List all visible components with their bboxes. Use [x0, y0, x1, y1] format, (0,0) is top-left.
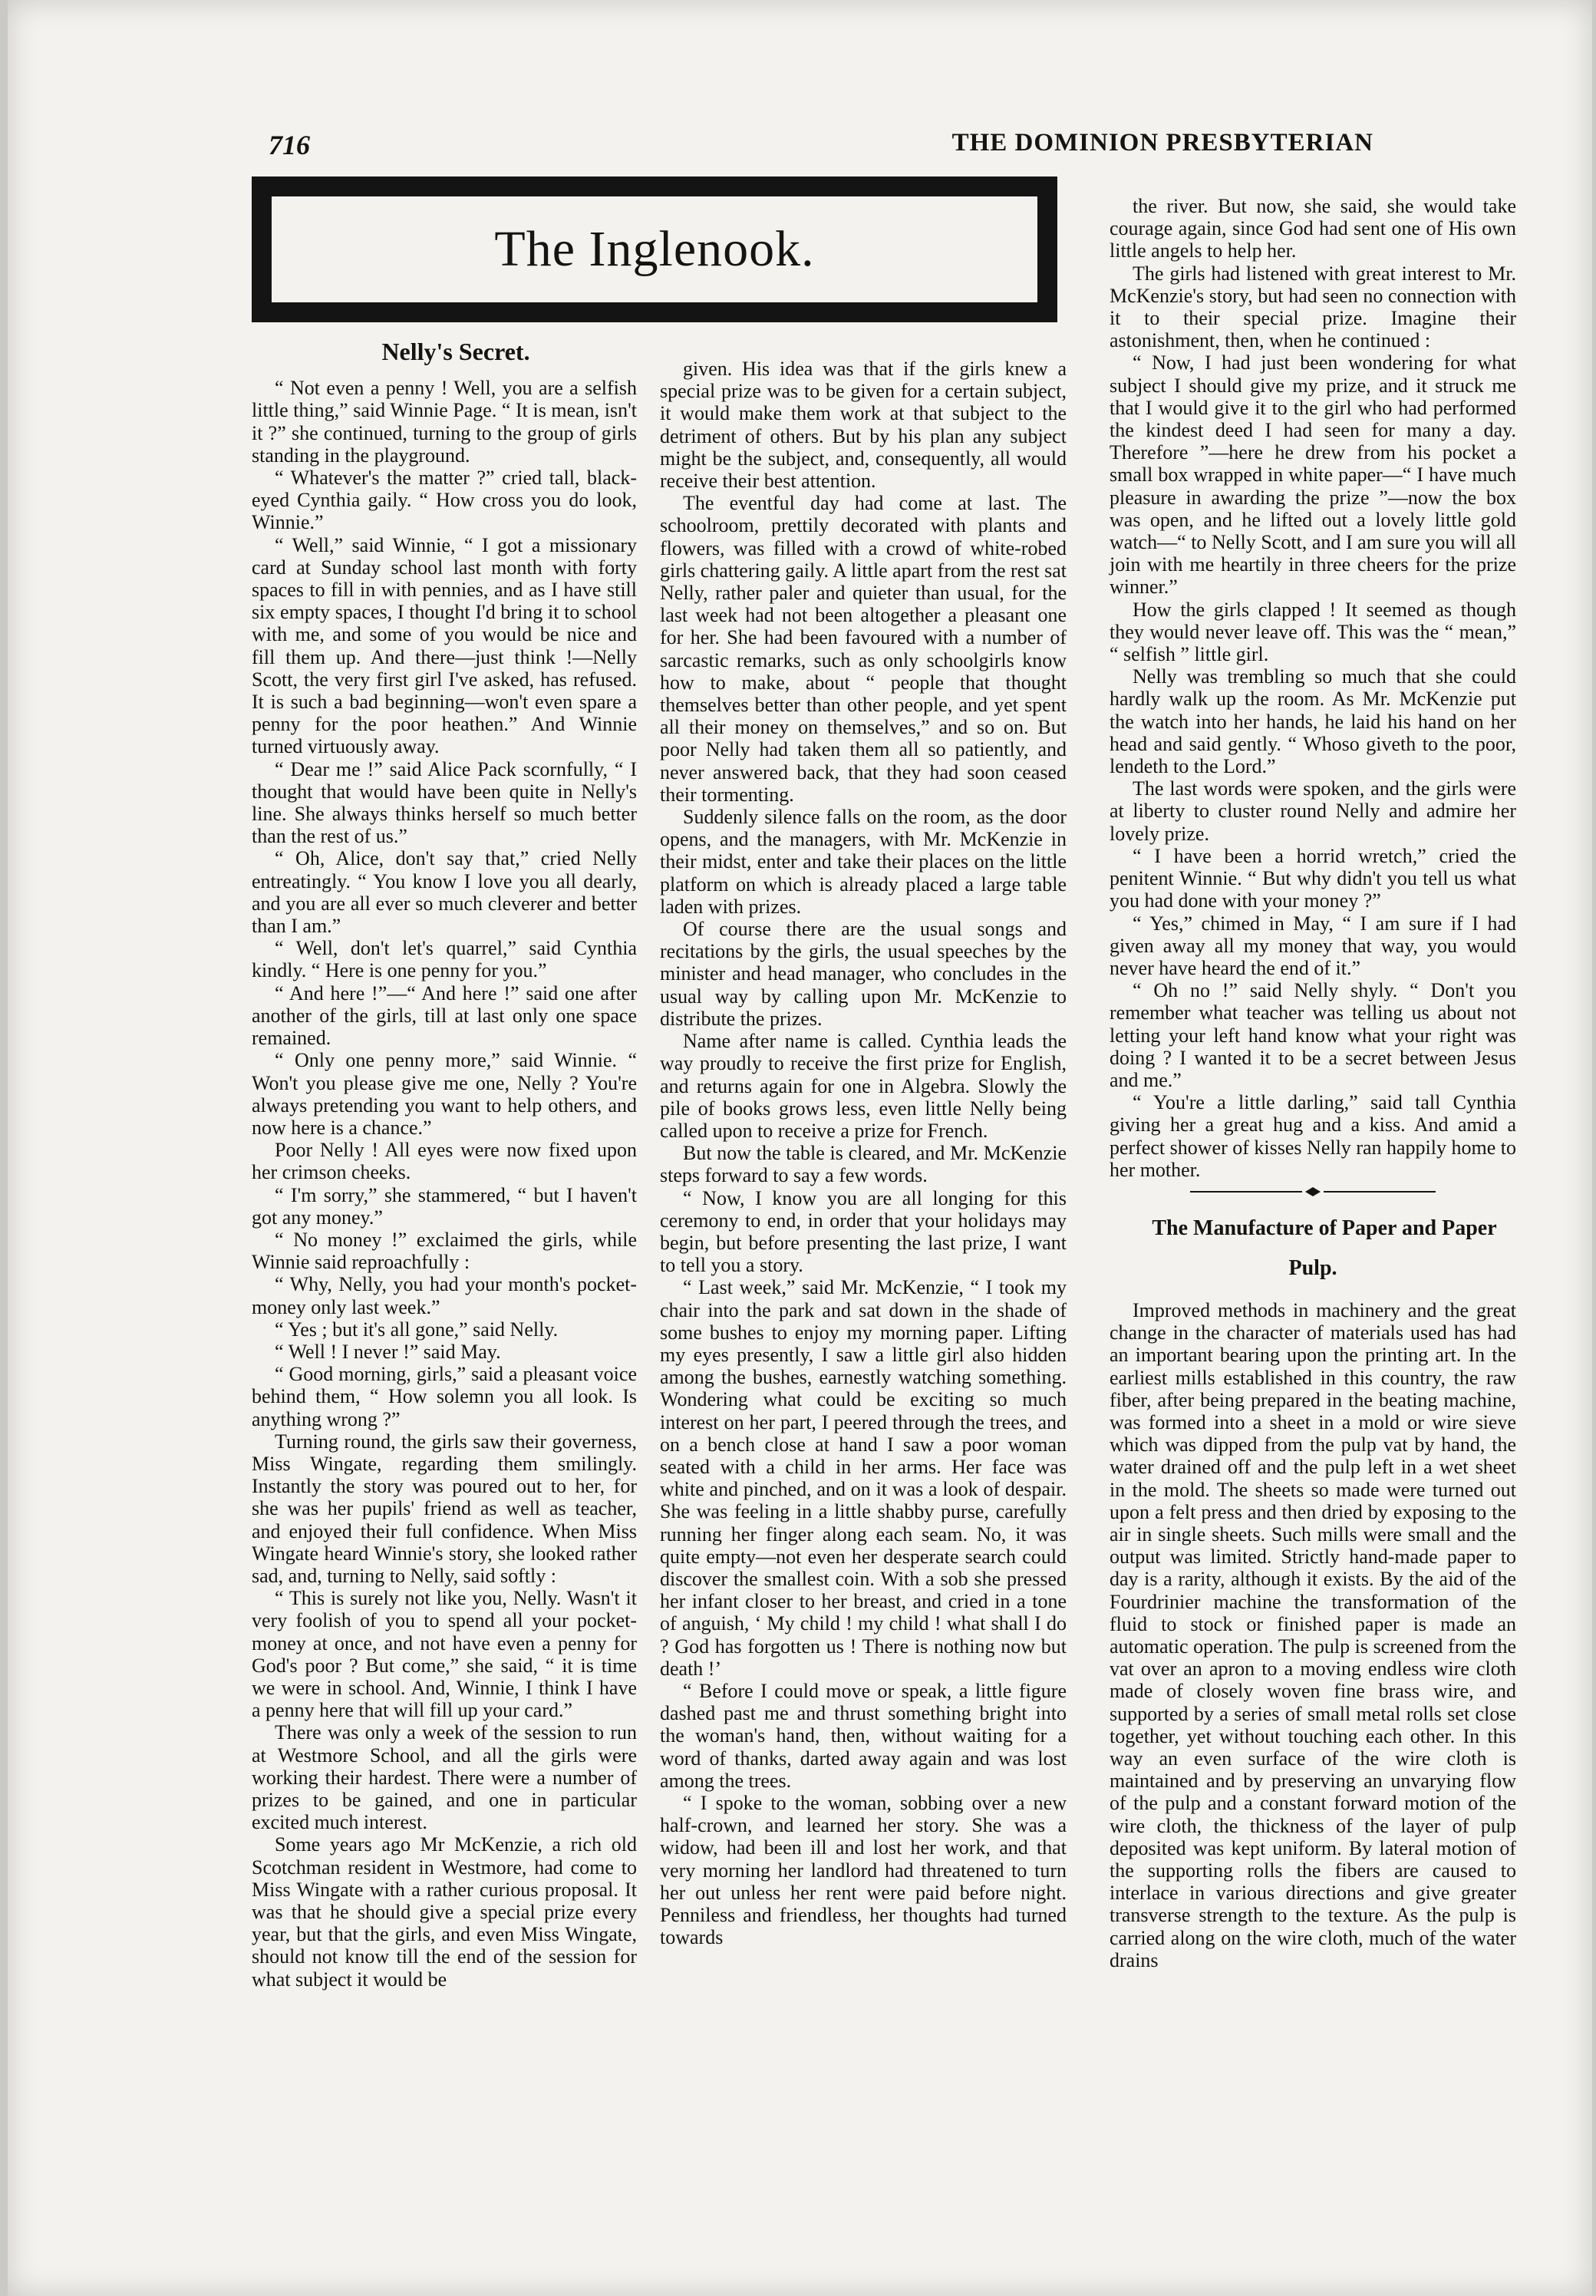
paragraph: The girls had listened with great interest to Mr. McKenzie's story, but had seen no connection with it to their special prize. Imagine their astonishment, then, when he continued :	[1110, 262, 1516, 352]
article-title-line-2: Pulp.	[1288, 1255, 1337, 1280]
banner-frame	[269, 193, 1040, 305]
article-title	[1110, 1209, 1516, 1288]
paragraph: “ Well ! I never !” said May.	[275, 1340, 501, 1363]
paragraph: There was only a week of the session to run at Westmore School, and all the girls were working their hardest. There were a number of prizes to be gained, and one in particular excited much interest.	[252, 1721, 637, 1834]
journal-title: THE DOMINION PRESBYTERIAN	[951, 129, 1373, 157]
column-1	[252, 338, 637, 1991]
paragraph: The last words were spoken, and the girls were at liberty to cluster round Nelly and admire her lovely prize.	[1110, 777, 1516, 845]
paragraph: How the girls clapped ! It seemed as though they would never leave off. This was the “ mean,” “ selfish ” little girl.	[1110, 598, 1516, 666]
paragraph: “ This is surely not like you, Nelly. Wasn't it very foolish of you to spend all your pocket-money at once, and not have even a penny for God's poor ? But come,” she said, “ it is time we were in school. And, Winnie, I think I have a penny here that will fill up your card.”	[252, 1587, 637, 1722]
paragraph: Nelly was trembling so much that she could hardly walk up the room. As Mr. McKenzie put the watch into her hands, he laid his hand on her head and said gently. “ Whoso giveth to the poor, lendeth to the Lord.”	[1110, 665, 1516, 778]
paragraph: given. His idea was that if the girls knew a special prize was to be given for a certain subject, it would make them work at that subject to the detriment of others. But by his plan any subject might be the subject, and, consequently, all would receive their best attention.	[660, 358, 1067, 493]
paragraph: “ Yes ; but it's all gone,” said Nelly.	[275, 1318, 559, 1341]
paragraph: Poor Nelly ! All eyes were now fixed upon her crimson cheeks.	[252, 1139, 637, 1184]
paragraph: “ Oh, Alice, don't say that,” cried Nelly entreatingly. “ You know I love you all dearly, and you are all ever so much cleverer and better than I am.”	[252, 847, 637, 938]
paragraph: But now the table is cleared, and Mr. McKenzie steps forward to say a few words.	[660, 1142, 1067, 1187]
paragraph: “ Now, I had just been wondering for what subject I should give my prize, and it struck me that I would give it to the girl who had performed the kindest deed I had seen for many a day. Therefore ”—here he drew from his pocket a small box wrapped in white paper—“ I have much pleasure in awarding the prize ”—now the box was open, and he lifted out a lovely little gold watch—“ to Nelly Scott, and I am sure you will all join with me heartily in three cheers for the prize winner.”	[1110, 351, 1516, 599]
paragraph: “ Last week,” said Mr. McKenzie, “ I took my chair into the park and sat down in the shade of some bushes to enjoy my morning paper. Lifting my eyes presently, I saw a little girl also hidden among the bushes, earnestly watching something. Wondering what could be exciting so much interest on her part, I peered through the trees, and on a bench close at hand I saw a poor woman seated with a child in her arms. Her face was white and pinched, and on it was a look of despair. She was feeling in a little shabby purse, carefully running her finger along each seam. No, it was quite empty—not even her desperate search could discover the smallest coin. With a sob she pressed her infant closer to her breast, and cried in a tone of anguish, ‘ My child ! my child ! what shall I do ? God has forgotten us ! There is nothing now but death !’	[660, 1276, 1067, 1680]
paragraph: The eventful day had come at last. The schoolroom, prettily decorated with plants and flowers, was filled with a crowd of white-robed girls chattering gaily. A little apart from the rest sat Nelly, rather paler and quieter than usual, for the last week had not been altogether a pleasant one for her. She had been favoured with a number of sarcastic remarks, such as only schoolgirls know how to make, about “ people that thought themselves better than other people, and yet spent all their money on themselves,” and so on. But poor Nelly had taken them all so patiently, and never answered back, that they had soon ceased their tormenting.	[660, 492, 1067, 806]
paragraph: “ Oh no !” said Nelly shyly. “ Don't you remember what teacher was telling us about not letting your left hand know what your right was doing ? I wanted it to be a secret between Jesus and me.”	[1110, 979, 1516, 1091]
paragraph: “ I spoke to the woman, sobbing over a new half-crown, and learned her story. She was a widow, had been ill and lost her work, and that very morning her landlord had threatened to turn her out unless her rent were paid before night. Penniless and friendless, her thoughts had turned towards	[660, 1792, 1067, 1949]
paragraph: “ Why, Nelly, you had your month's pocket-money only last week.”	[252, 1273, 637, 1318]
paragraph: Name after name is called. Cynthia leads the way proudly to receive the first prize for English, and returns again for one in Algebra. Slowly the pile of books grows less, even little Nelly being called upon to receive a prize for French.	[660, 1030, 1067, 1142]
paragraph: Of course there are the usual songs and recitations by the girls, the usual speeches by the minister and head manager, who concludes in the usual way by calling upon Mr. McKenzie to distribute the prizes.	[660, 918, 1067, 1030]
paragraph: “ You're a little darling,” said tall Cynthia giving her a great hug and a kiss. And amid a perfect shower of kisses Nelly ran happily home to her mother.	[1110, 1091, 1516, 1181]
paragraph: “ Well,” said Winnie, “ I got a missionary card at Sunday school last month with forty spaces to fill in with pennies, and as I have still six empty spaces, I thought I'd bring it to school with me, and some of you would be nice and fill them up. And there—just think !—Nelly Scott, the very first girl I've asked, has refused. It is such a bad beginning—won't even spare a penny for the poor heathen.” And Winnie turned virtuously away.	[252, 533, 637, 758]
column-2	[660, 358, 1067, 1948]
newspaper-page	[8, 0, 1592, 2296]
paragraph: “ Whatever's the matter ?” cried tall, black-eyed Cynthia gaily. “ How cross you do look, Winnie.”	[252, 467, 637, 534]
paragraph: “ Yes,” chimed in May, “ I am sure if I had given away all my money that way, you would never have heard the end of it.”	[1110, 912, 1516, 979]
paragraph: “ Dear me !” said Alice Pack scornfully, “ I thought that would have been quite in Nelly's line. She always thinks herself so much better than the rest of us.”	[252, 757, 637, 848]
column-3	[1110, 195, 1516, 1971]
paragraph: “ And here !”—“ And here !” said one after another of the girls, till at last only one space remained.	[252, 981, 637, 1050]
running-head	[253, 129, 1373, 167]
article-body	[1110, 1299, 1516, 1971]
paragraph: “ I'm sorry,” she stammered, “ but I haven't got any money.”	[252, 1183, 637, 1229]
paragraph: Suddenly silence falls on the room, as the door opens, and the managers, with Mr. McKenzie in their midst, enter and take their places on the little platform on which is already placed a large table laden with prizes.	[660, 806, 1067, 918]
paragraph: “ I have been a horrid wretch,” cried the penitent Winnie. “ But why didn't you tell us what you had done with your money ?”	[1110, 844, 1516, 912]
section-title: The Inglenook.	[494, 221, 815, 277]
article-title-line-1: The Manufacture of Paper and Paper	[1152, 1216, 1497, 1240]
paragraph: “ Now, I know you are all longing for this ceremony to end, in order that your holidays may begin, but before presenting the last prize, I want to tell you a story.	[660, 1186, 1067, 1277]
paragraph: “ Not even a penny ! Well, you are a selfish little thing,” said Winnie Page. “ It is mean, isn't it ?” she continued, turning to the group of girls standing in the playground.	[252, 377, 637, 467]
paragraph: the river. But now, she said, she would take courage again, since God had sent one of His own little angels to help her.	[1110, 195, 1516, 262]
story-title: Nelly's Secret.	[381, 338, 530, 365]
paragraph: Turning round, the girls saw their governess, Miss Wingate, regarding them smilingly. Instantly the story was poured out to her, for she was her pupils' friend as well as teacher, and enjoyed their full confidence. When Miss Wingate heard Winnie's story, she looked rather sad, and, turning to Nelly, said softly :	[252, 1430, 637, 1587]
paragraph: “ Well, don't let's quarrel,” said Cynthia kindly. “ Here is one penny for you.”	[252, 937, 637, 982]
section-banner	[252, 176, 1057, 322]
section-divider	[1175, 1186, 1451, 1198]
paragraph: “ No money !” exclaimed the girls, while Winnie said reproachfully :	[252, 1228, 637, 1274]
paragraph: Improved methods in machinery and the great change in the character of materials used has had an important bearing upon the printing art. In the earliest mills established in this country, the raw fiber, after being prepared in the beating machine, was formed into a sheet in a mold or wire sieve which was dipped from the pulp vat by hand, the water drained off and the pulp left in a wet sheet in the mold. The sheets so made were turned out upon a felt press and then dried by exposing to the air in single sheets. Such mills were small and the output was limited. Strictly hand-made paper to day is a rarity, although it exists. By the aid of the Fourdrinier machine the transformation of the fluid to stock or finished paper is made an automatic operation. The pulp is screened from the vat over an apron to a moving endless wire cloth made of closely woven fine brass wire, and supported by a series of small metal rolls set close together, yet without touching each other. In this way an even surface of the wire cloth is maintained and by preserving an unvarying flow of the pulp and a constant forward motion of the wire cloth, the thickness of the layer of pulp deposited was kept uniform. By lateral motion of the supporting rolls the fibers are caused to interlace in various directions and give greater transverse strength to the texture. As the pulp is carried along on the wire cloth, much of the water drains	[1110, 1298, 1516, 1971]
paragraph: “ Good morning, girls,” said a pleasant voice behind them, “ How solemn you all look. Is anything wrong ?”	[252, 1363, 637, 1430]
paragraph: “ Before I could move or speak, a little figure dashed past me and thrust something bright into the woman's hand, then, without waiting for a word of thanks, darted away again and was lost among the trees.	[660, 1679, 1067, 1792]
paragraph: “ Only one penny more,” said Winnie. “ Won't you please give me one, Nelly ? You're always pretending you want to help others, and now here is a chance.”	[252, 1049, 637, 1139]
page-number: 716	[269, 130, 310, 160]
paragraph: Some years ago Mr McKenzie, a rich old Scotchman resident in Westmore, had come to Miss Wingate with a rather curious proposal. It was that he should give a special prize every year, but that the girls, and even Miss Wingate, should not know till the end of the session for what subject it would be	[252, 1833, 637, 1991]
story-continuation	[1110, 195, 1516, 1181]
